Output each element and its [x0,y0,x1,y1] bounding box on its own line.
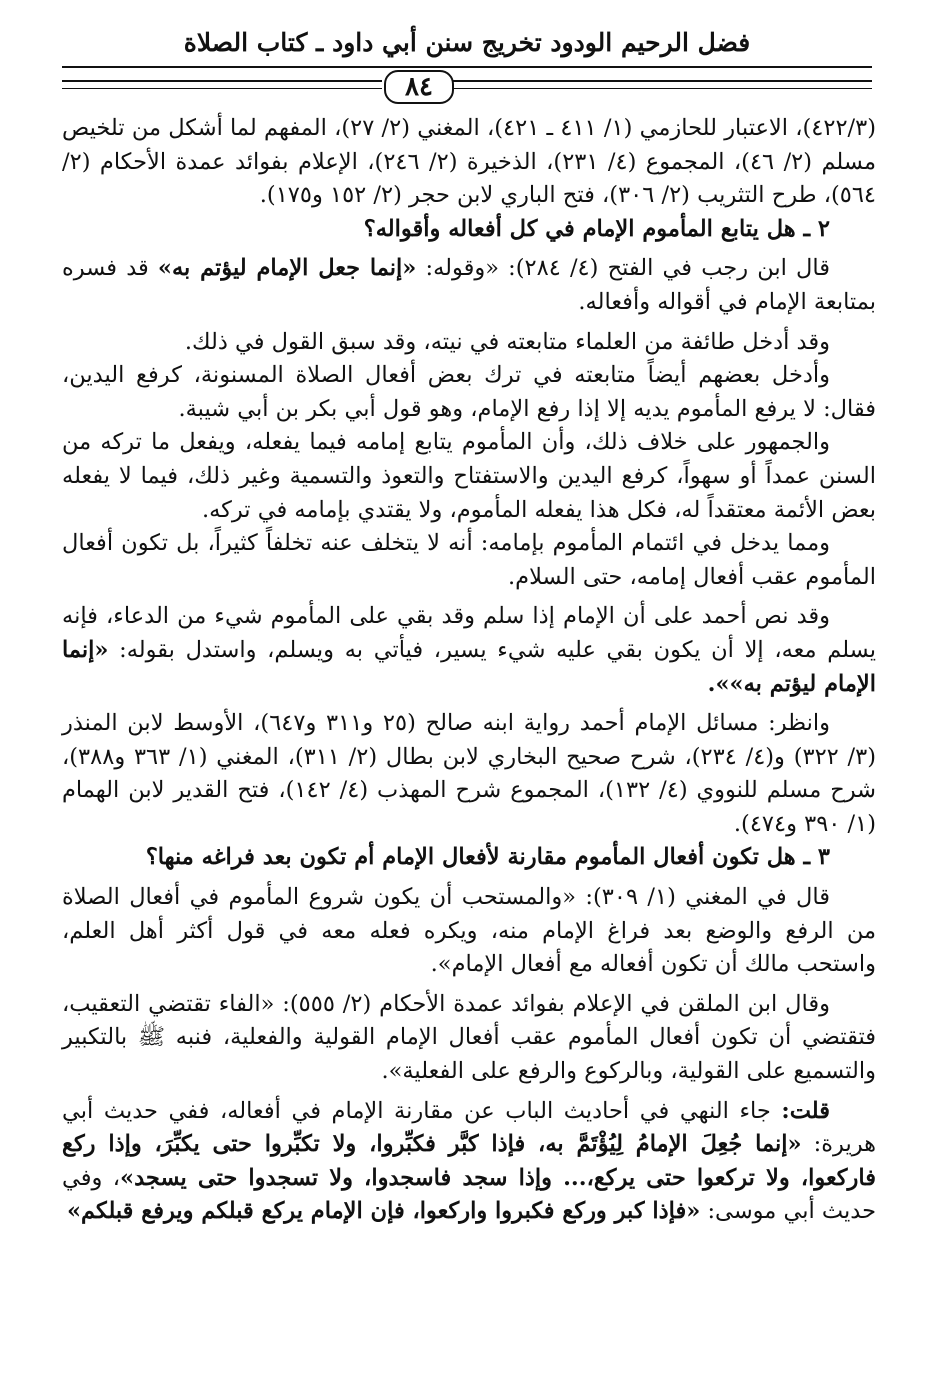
text-run: قد فسره بمتابعة الإمام في أقواله وأفعاله. [62,255,876,315]
body-paragraph: وأدخل بعضهم أيضاً متابعته في ترك بعض أفعال الصلاة المسنونة، كرفع اليدين، فقال: لا يرفع المأموم يديه إلا إذا رفع الإمام، وهو قول أبي بكر بن أبي شيبة. [62,362,876,422]
question-3-heading: ٣ ـ هل تكون أفعال المأموم مقارنة لأفعال الإمام أم تكون بعد فراغه منها؟ [145,844,830,871]
text-run: قال ابن رجب في الفتح (٤/ ٢٨٤): «وقوله: [416,255,830,282]
text-run: جاء النهي في أحاديث الباب عن مقارنة الإمام في أفعاله، ففي حديث أبي هريرة: [62,1097,876,1158]
page-number: ٨٤ [384,70,454,104]
see-also-paragraph: وانظر: مسائل الإمام أحمد رواية ابنه صالح (٢٥ و٣١١ و٦٤٧)، الأوسط لابن المنذر (٣/ ٣٢٢) و(٤/ ٢٣٤)، شرح صحيح البخاري لابن بطال (٢/ ٣١١)، المغني (١/ ٣٦٣ و٣٨٨)، شرح مسلم للنووي (٤/ ١٣٢)، المجموع شرح المهذب (٤/ ١٤٢)، فتح القدير لابن الهمام (١/ ٣٩٠ و٤٧٤). [62,710,877,837]
references-paragraph: (٤٢٢/٣)، الاعتبار للحازمي (١/ ٤١١ ـ ٤٢١)، المغني (٢/ ٢٧)، المفهم لما أشكل من تلخيص مسلم (٢/ ٤٦)، المجموع (٤/ ٢٣١)، الذخيرة (٢/ ٢٤٦)، الإعلام بفوائد عمدة الأحكام (٢/ ٥٦٤)، طرح التثريب (٢/ ٣٠٦)، فتح الباري لابن حجر (٢/ ١٥٢ و١٧٥). [62,115,877,209]
header-rule-left-thin [62,88,382,89]
page-header [62,14,872,102]
header-rule-right-thin [452,88,872,89]
hadith-quote: «فإذا كبر وركع فكبروا واركعوا، فإن الإمام يركع قبلكم ويرفع قبلكم» [66,1198,701,1225]
body-paragraph: والجمهور على خلاف ذلك، وأن المأموم يتابع إمامه فيما يفعله، ويفعل ما تركه من السنن عمداً أو سهواً، كرفع اليدين والاستفتاح والتعوذ والتسمية وغير ذلك، فيما لا يفعله بعض الأئمة معتقداً له، فكل هذا يفعله المأموم، ولا يقتدي بإمامه في تركه. [62,429,876,523]
ibn-rajab-paragraph [62,252,876,319]
page-body [62,112,876,1229]
header-rule-left [62,80,382,82]
hadith-quote: «إنما جعل الإمام ليؤتم به» [157,255,417,282]
al-mughni-paragraph: قال في المغني (١/ ٣٠٩): «والمستحب أن يكون شروع المأموم في أفعال الصلاة من الرفع والوضع بعد فراغ الإمام منه، ويكره فعله معه في قول أكثر أهل العلم، واستحب مالك أن تكون أفعاله مع أفعال الإمام». [62,884,876,978]
hadith-quote: «إنما جُعِلَ الإمامُ لِيُؤْتَمَّ به، فإذا كبَّر فكبِّروا، ولا تكبِّروا حتى يكبِّرَ، وإذا ركع فاركعوا، ولا تركعوا حتى يركع،... وإذا سجد فاسجدوا، ولا تسجدوا حتى يسجد» [62,1131,876,1191]
text-run: ، وفي حديث أبي موسى: [62,1164,876,1225]
header-rule-right [452,80,872,82]
body-paragraph: ومما يدخل في ائتمام المأموم بإمامه: أنه لا يتخلف عنه تخلفاً كثيراً، بل تكون أفعال المأموم عقب أفعال إمامه، حتى السلام. [62,530,876,590]
author-note-paragraph [62,1095,876,1229]
ahmad-paragraph [62,600,876,701]
hadith-quote: «إنما الإمام ليؤتم به» [62,636,876,697]
ibn-al-mulaqqin-paragraph: وقال ابن الملقن في الإعلام بفوائد عمدة الأحكام (٢/ ٥٥٥): «الفاء تقتضي التعقيب، فتقتضي أن تكون أفعال المأموم عقب أفعال الإمام القولية والفعلية، فنبه ﷺ بالتكبير والتسميع على القولية، وبالركوع والرفع على الفعلية». [62,990,876,1085]
text-run: ». [707,670,730,697]
author-note-label: قلت: [781,1097,830,1124]
body-paragraph: وقد أدخل طائفة من العلماء متابعته في نيته، وقد سبق القول في ذلك. [184,328,830,355]
running-title: فضل الرحيم الودود تخريج سنن أبي داود ـ كتاب الصلاة [183,28,751,57]
header-rule [62,66,872,68]
text-run: وقد نص أحمد على أن الإمام إذا سلم وقد بقي على المأموم شيء من الدعاء، فإنه يسلم معه، إلا أن يكون بقي عليه شيء يسير، فيأتي به ويسلم، واستدل بقوله: [62,603,876,663]
question-2-heading: ٢ ـ هل يتابع المأموم الإمام في كل أفعاله وأقواله؟ [363,215,830,242]
